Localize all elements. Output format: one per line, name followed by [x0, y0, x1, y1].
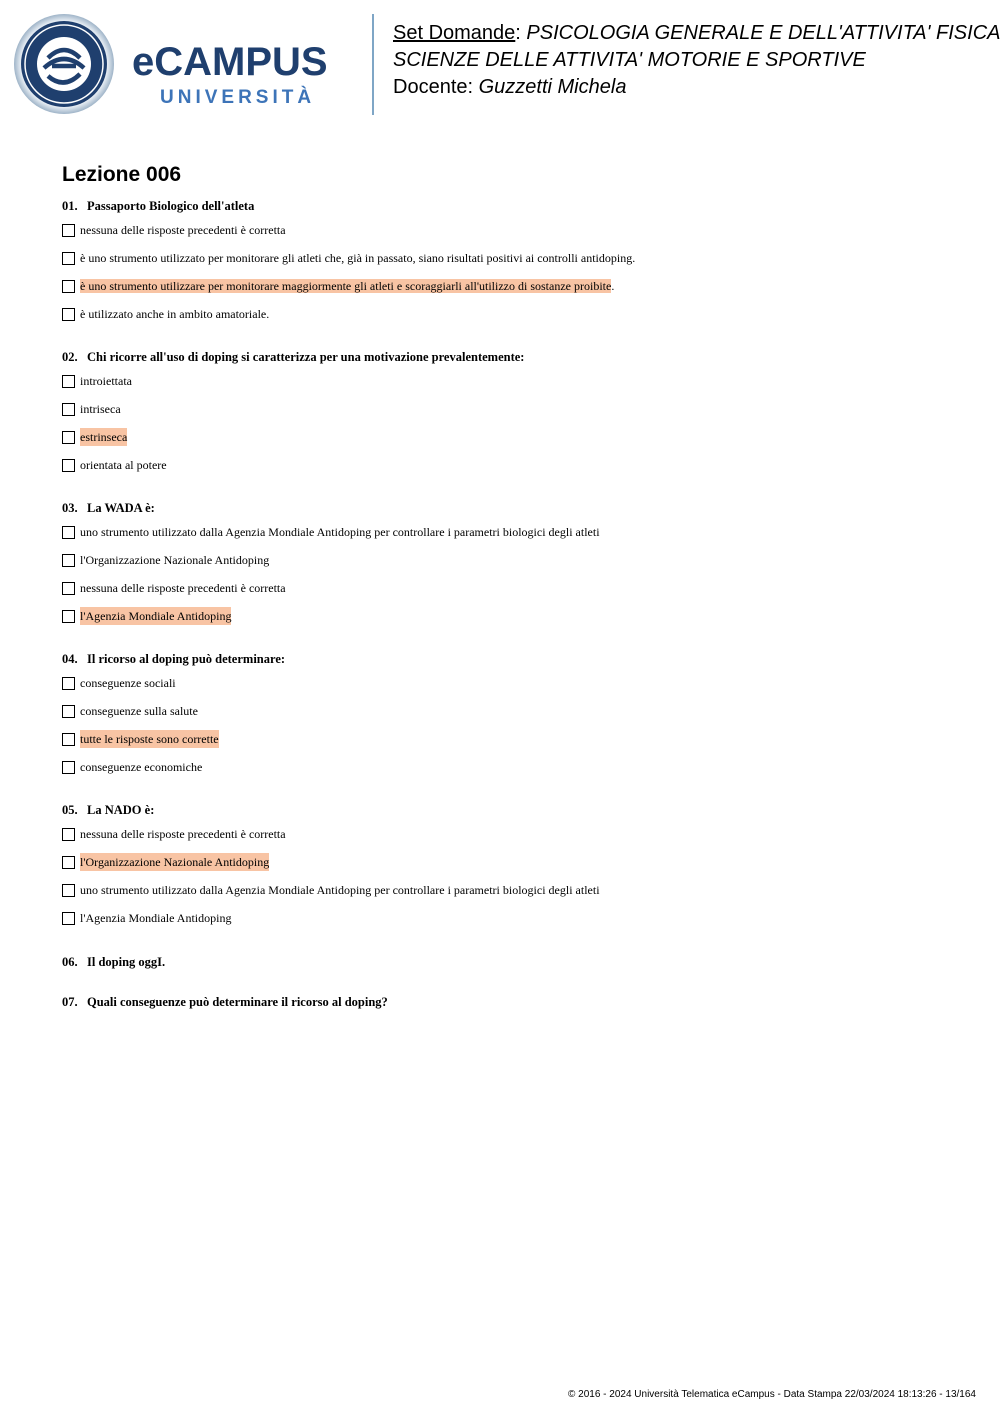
answer-option[interactable] — [62, 397, 962, 425]
lesson-title: Lezione 006 — [62, 163, 182, 186]
correct-answer-highlight: è uno strumento utilizzare per monitorare maggiormente gli atleti e scoraggiarli all'utilizzo di sostanze proibite — [80, 279, 612, 293]
question-number: 07. — [62, 995, 78, 1009]
page-footer: © 2016 - 2024 Università Telematica eCampus - Data Stampa 22/03/2024 18:13:26 - 13/164 — [568, 1389, 976, 1400]
answer-checkbox[interactable] — [62, 582, 75, 595]
answer-checkbox[interactable] — [62, 526, 75, 539]
set-value: PSICOLOGIA GENERALE E DELL'ATTIVITA' FISICA — [526, 22, 1000, 44]
answer-checkbox[interactable] — [62, 856, 75, 869]
question-number: 06. — [62, 955, 78, 969]
set-separator: : — [515, 22, 527, 44]
docente-label: Docente: — [393, 76, 479, 98]
answer-option[interactable] — [62, 727, 962, 755]
answer-option[interactable] — [62, 822, 962, 850]
answer-option[interactable] — [62, 671, 962, 699]
answer-checkbox[interactable] — [62, 761, 75, 774]
answer-option[interactable] — [62, 520, 962, 548]
answer-text: uno strumento utilizzato dalla Agenzia Mondiale Antidoping per controllare i parametri biologici degli atleti — [80, 883, 600, 897]
answer-checkbox[interactable] — [62, 375, 75, 388]
answer-checkbox[interactable] — [62, 224, 75, 237]
question-heading — [62, 349, 962, 365]
answer-text: intriseca — [80, 402, 121, 416]
answer-checkbox[interactable] — [62, 733, 75, 746]
answer-option[interactable] — [62, 850, 962, 878]
logo-subtitle: UNIVERSITÀ — [160, 87, 316, 108]
answer-text: orientata al potere — [80, 458, 167, 472]
answer-text: introiettata — [80, 374, 132, 388]
set-row — [393, 20, 1000, 47]
answer-text-wrap — [80, 277, 614, 295]
question-number: 04. — [62, 652, 78, 666]
question-block — [62, 954, 962, 970]
question-number: 02. — [62, 350, 78, 364]
answer-option[interactable] — [62, 699, 962, 727]
question-block — [62, 198, 962, 330]
answer-text: uno strumento utilizzato dalla Agenzia Mondiale Antidoping per controllare i parametri biologici degli atleti — [80, 525, 600, 539]
answer-option[interactable] — [62, 878, 962, 906]
question-number: 01. — [62, 199, 78, 213]
answer-text: l'Agenzia Mondiale Antidoping — [80, 911, 232, 925]
answer-checkbox[interactable] — [62, 308, 75, 321]
answer-text: conseguenze sociali — [80, 676, 176, 690]
answer-option[interactable] — [62, 604, 962, 632]
question-text: La WADA è: — [87, 501, 155, 515]
answer-text: è uno strumento utilizzato per monitorare gli atleti che, già in passato, siano risultati positivi ai controlli antidoping. — [80, 251, 636, 265]
question-heading — [62, 651, 962, 667]
answer-option[interactable] — [62, 369, 962, 397]
set-label: Set Domande — [393, 22, 516, 44]
correct-answer-highlight: l'Agenzia Mondiale Antidoping — [80, 609, 232, 623]
question-text: Passaporto Biologico dell'atleta — [87, 199, 255, 213]
answer-text: conseguenze sulla salute — [80, 704, 198, 718]
logo-wordmark: eCAMPUS — [132, 40, 328, 84]
correct-answer-highlight: tutte le risposte sono corrette — [80, 732, 219, 746]
correct-answer-highlight: estrinseca — [80, 430, 128, 444]
answer-option[interactable] — [62, 576, 962, 604]
answer-checkbox[interactable] — [62, 403, 75, 416]
answer-text: nessuna delle risposte precedenti è corretta — [80, 827, 286, 841]
answer-text: nessuna delle risposte precedenti è corretta — [80, 581, 286, 595]
answer-option[interactable] — [62, 218, 962, 246]
answer-checkbox[interactable] — [62, 828, 75, 841]
question-heading — [62, 198, 962, 214]
answer-text: l'Organizzazione Nazionale Antidoping — [80, 553, 270, 567]
answer-checkbox[interactable] — [62, 884, 75, 897]
answer-text: nessuna delle risposte precedenti è corretta — [80, 223, 286, 237]
answer-suffix: . — [611, 279, 615, 293]
answer-option[interactable] — [62, 274, 962, 302]
answer-option[interactable] — [62, 548, 962, 576]
answer-checkbox[interactable] — [62, 610, 75, 623]
answer-text: conseguenze economiche — [80, 760, 203, 774]
question-block — [62, 349, 962, 481]
question-block — [62, 651, 962, 783]
answer-checkbox[interactable] — [62, 554, 75, 567]
question-text: Il doping oggI. — [87, 955, 166, 969]
answer-checkbox[interactable] — [62, 252, 75, 265]
answer-checkbox[interactable] — [62, 705, 75, 718]
question-text: Chi ricorre all'uso di doping si caratterizza per una motivazione prevalentemente: — [87, 350, 525, 364]
question-heading — [62, 994, 962, 1010]
question-heading — [62, 954, 962, 970]
question-text: La NADO è: — [87, 803, 155, 817]
question-heading — [62, 500, 962, 516]
answer-checkbox[interactable] — [62, 280, 75, 293]
question-text: Il ricorso al doping può determinare: — [87, 652, 286, 666]
answer-checkbox[interactable] — [62, 912, 75, 925]
answer-option[interactable] — [62, 755, 962, 783]
answer-checkbox[interactable] — [62, 459, 75, 472]
header-divider — [372, 14, 374, 115]
answer-option[interactable] — [62, 453, 962, 481]
question-text: Quali conseguenze può determinare il ricorso al doping? — [87, 995, 388, 1009]
question-block — [62, 500, 962, 632]
answer-checkbox[interactable] — [62, 677, 75, 690]
header-info — [393, 20, 1000, 101]
course-name: SCIENZE DELLE ATTIVITA' MOTORIE E SPORTIVE — [393, 49, 866, 71]
question-number: 03. — [62, 501, 78, 515]
docente-value: Guzzetti Michela — [478, 76, 627, 98]
answer-option[interactable] — [62, 425, 962, 453]
question-block — [62, 802, 962, 934]
question-number: 05. — [62, 803, 78, 817]
docente-row — [393, 74, 1000, 101]
answer-option[interactable] — [62, 302, 962, 330]
answer-text: è utilizzato anche in ambito amatoriale. — [80, 307, 270, 321]
answer-option[interactable] — [62, 246, 962, 274]
ecampus-logo — [14, 14, 359, 118]
correct-answer-highlight: l'Organizzazione Nazionale Antidoping — [80, 855, 270, 869]
question-heading — [62, 802, 962, 818]
question-block — [62, 994, 962, 1010]
answer-option[interactable] — [62, 906, 962, 934]
answer-checkbox[interactable] — [62, 431, 75, 444]
